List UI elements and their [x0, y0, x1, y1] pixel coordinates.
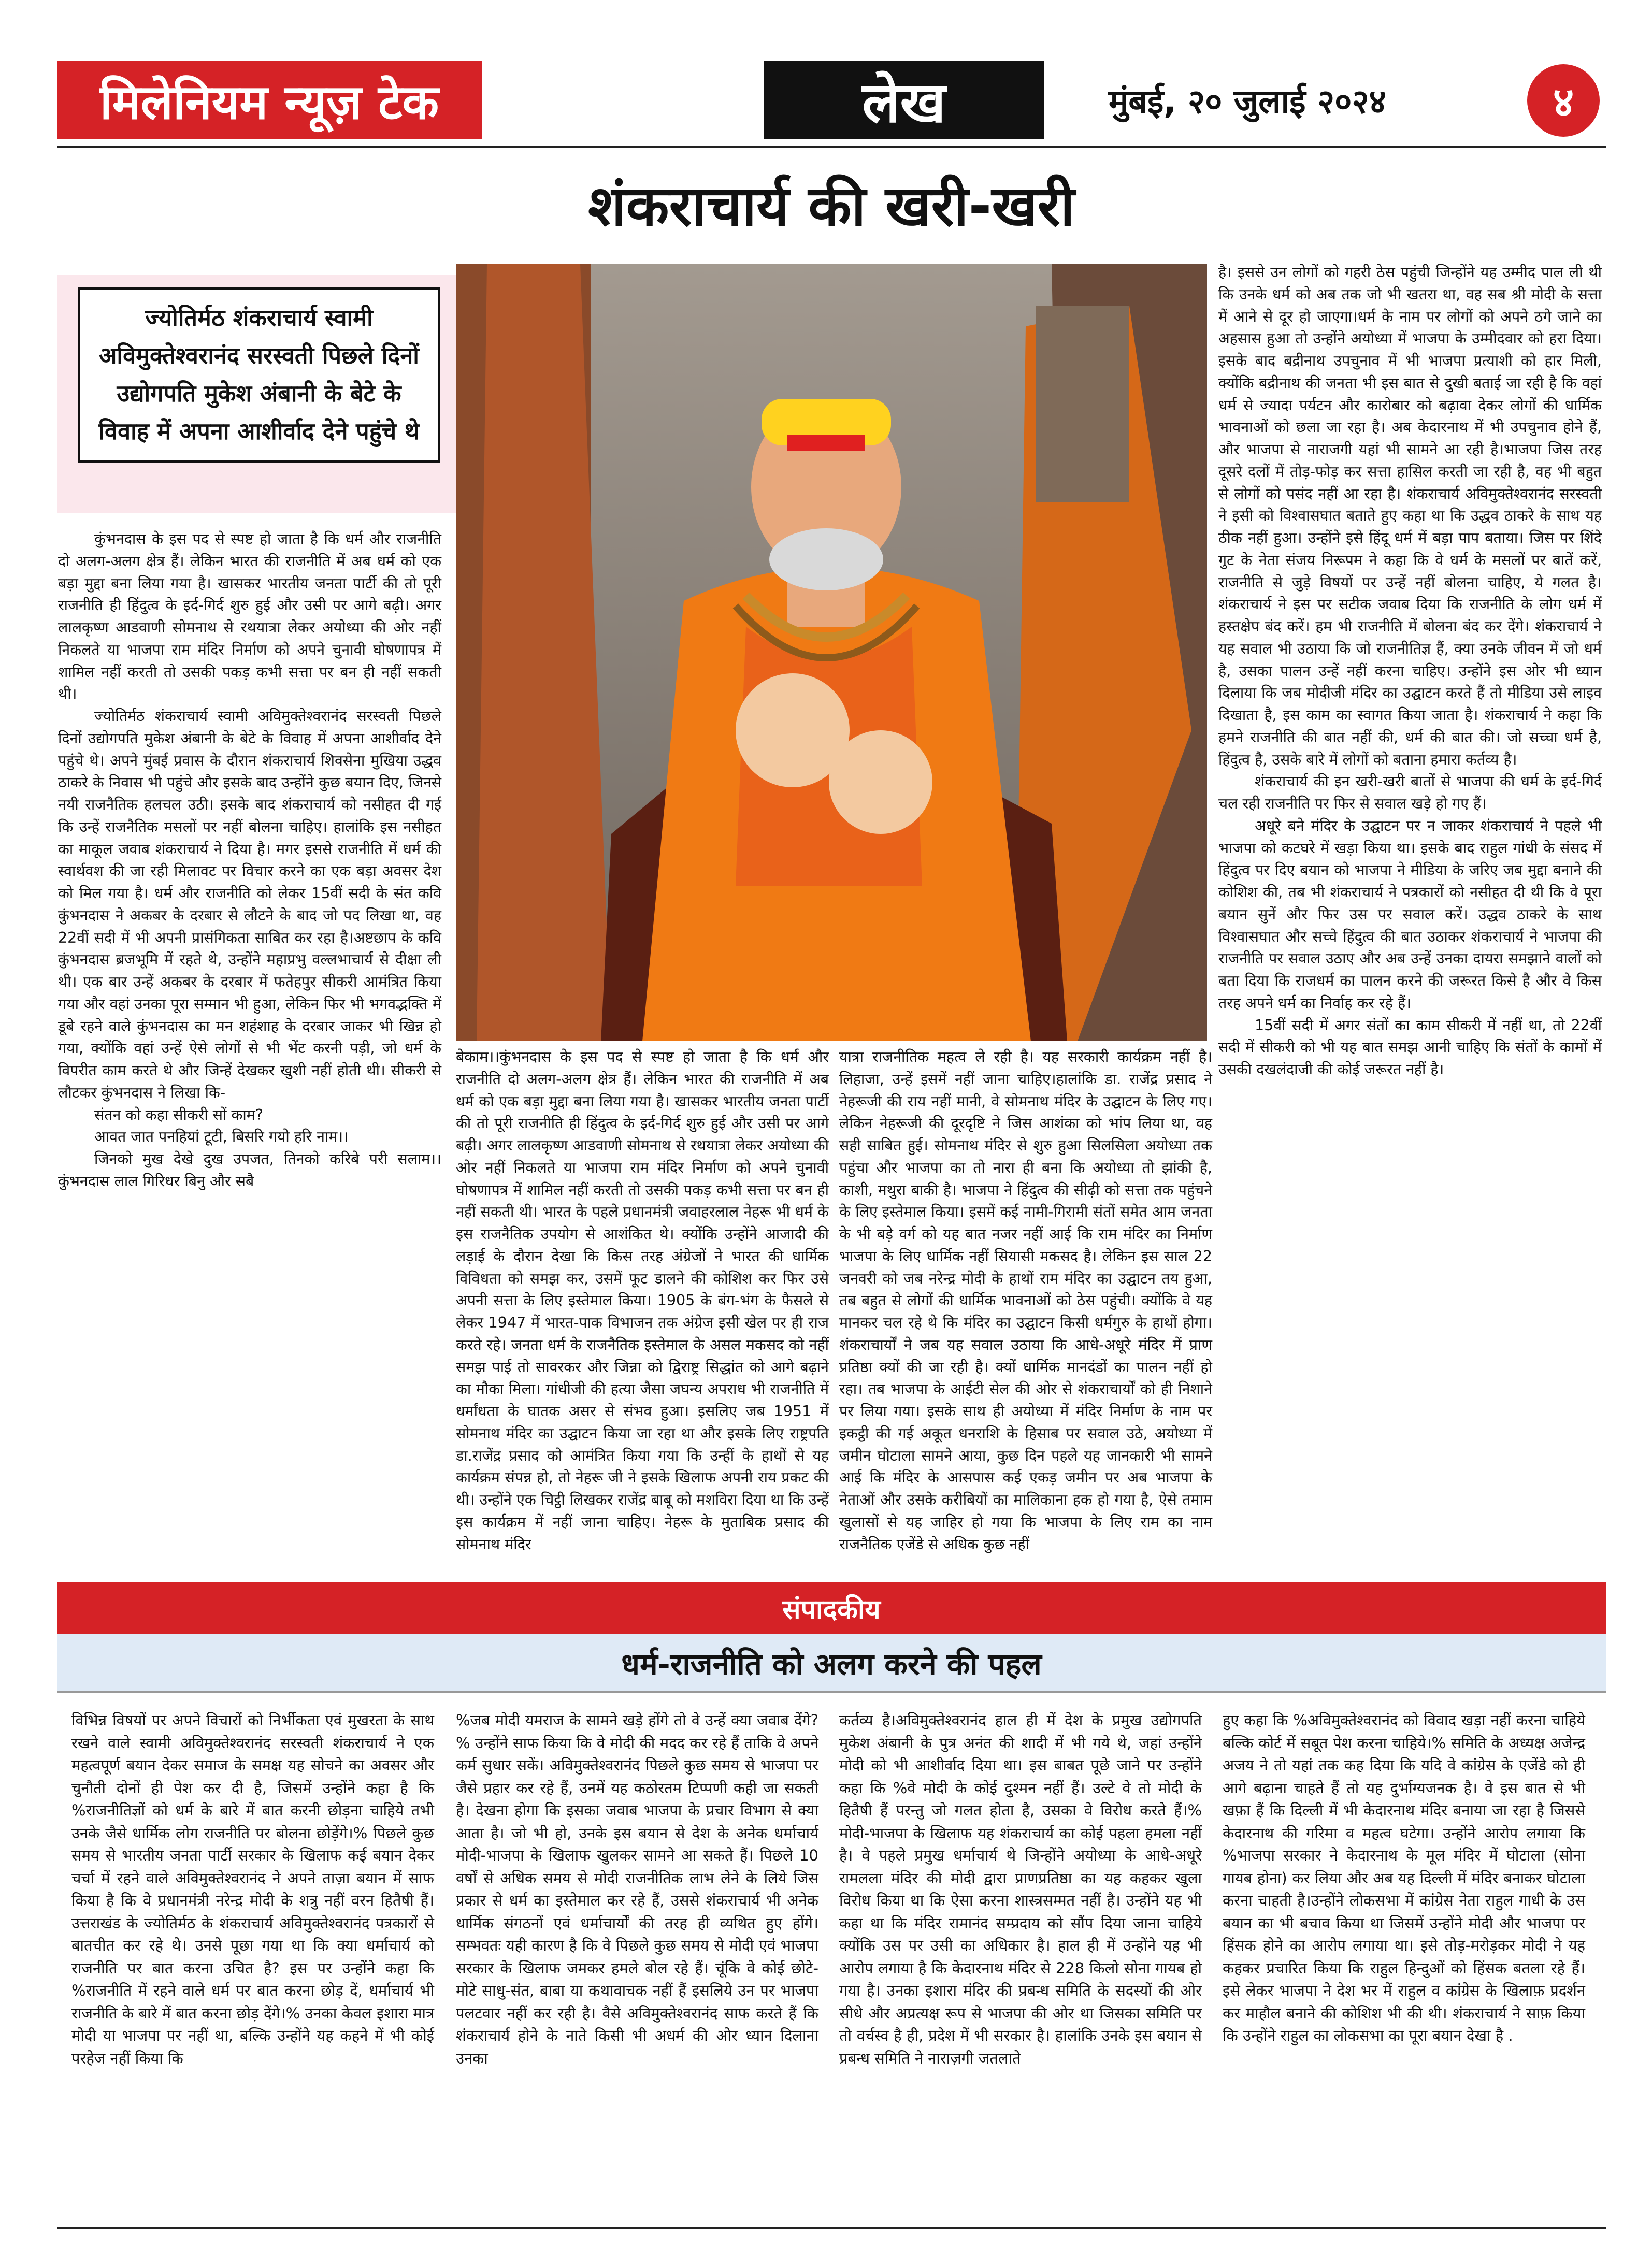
editorial-text: %जब मोदी यमराज के सामने खड़े होंगे तो वे उन्हें क्या जवाब देंगे?% उन्होंने साफ किया कि वे मोदी की मदद कर रहे हैं ताकि वे अपने कर्म सुधार सकें। अविमुक्तेश्वरानंद पिछले कुछ समय से भाजपा पर जैसे प्रहार कर रहे हैं, उनमें यह कठोरतम टिप्पणी कही जा सकती है। देखना होगा कि इसका जवाब भाजपा के प्रचार विभाग से क्या आता है। जो भी हो, उनके इस बयान से देश के अनेक धर्माचार्य मोदी-भाजपा के खिलाफ खुलकर सामने आ सकते हैं। पिछले 10 वर्षों से अधिक समय से मोदी राजनीतिक लाभ लेने के लिये जिस प्रकार से धर्म का इस्तेमाल कर रहे हैं, उससे शंकराचार्य भी अनेक धार्मिक संगठनों एवं धर्माचार्यों की तरह ही व्यथित हुए होंगे। सम्भवतः यही कारण है कि वे पिछले कुछ समय से मोदी एवं भाजपा सरकार के खिलाफ जमकर हमले बोल रहे हैं। चूंकि वे कोई छोटे-मोटे साधु-संत, बाबा या कथावाचक नहीं हैं इसलिये उन पर भाजपा पलटवार नहीं कर रही है। वैसे अविमुक्तेश्वरानंद साफ करते हैं कि शंकराचार्य होने के नाते किसी भी अधर्म की ओर ध्यान दिलाना उनका	[456, 1711, 818, 2067]
poem-line: संतन को कहा सीकरी सों काम?	[94, 1106, 263, 1123]
editorial-column-2	[456, 1709, 818, 2070]
editorial-text: विभिन्न विषयों पर अपने विचारों को निर्भीकता एवं मुखरता के साथ रखने वाले स्वामी अविमुक्तेश्वरानंद सरस्वती शंकराचार्य ने एक महत्वपूर्ण बयान देकर समाज के समक्ष यह सोचने का अवसर और चुनौती दोनों ही पेश कर दी है, जिसमें उन्होंने कहा है कि %राजनीतिज्ञों को धर्म के बारे में बात करनी छोड़ना चाहिये तभी उनके जैसे धार्मिक लोग राजनीति पर बोलना छोड़ेंगे।% पिछले कुछ समय से भारतीय जनता पार्टी सरकार के खिलाफ कई बयान देकर चर्चा में रहने वाले अविमुक्तेश्वरानंद ने अपने ताज़ा बयान में साफ किया है कि वे प्रधानमंत्री नरेन्द्र मोदी के शत्रु नहीं वरन हितैषी हैं।उत्तराखंड के ज्योतिर्मठ के शंकराचार्य अविमुक्तेश्वरानंद पत्रकारों से बातचीत कर रहे थे। उनसे पूछा गया था कि क्या धर्माचार्य को राजनीति पर बात करना उचित है? इस पर उन्होंने कहा कि %राजनीति में रहने वाले धर्म पर बात करना छोड़ दें, धर्माचार्य भी राजनीति के बारे में बात करना छोड़ देंगे।% उनका केवल इशारा मात्र मोदी या भाजपा पर नहीं था, बल्कि उन्होंने यह कहने में भी कोई परहेज नहीं किया कि	[71, 1711, 434, 2067]
article-paragraph: है। इससे उन लोगों को गहरी ठेस पहुंची जिन्होंने यह उम्मीद पाल ली थी कि उनके धर्म को अब तक जो भी खतरा था, वह सब श्री मोदी के सत्ता में आने से दूर हो जाएगा।धर्म के नाम पर लोगों को अपने ठगे जाने का अहसास हुआ तो उन्होंने अयोध्या में भाजपा के उम्मीदवार को हरा दिया। इसके बाद बद्रीनाथ उपचुनाव में भी भाजपा प्रत्याशी को हार मिली, क्योंकि बद्रीनाथ की जनता भी इस बात से दुखी बताई जा रही है कि वहां धर्म से ज्यादा पर्यटन और कारोबार को बढ़ावा देकर लोगों की धार्मिक भावनाओं को छला जा रहा है। अब केदारनाथ में भी उपचुनाव होने हैं, और भाजपा से नाराजगी यहां भी सामने आ रही है।भाजपा जिस तरह दूसरे दलों में तोड़-फोड़ कर सत्ता हासिल करती जा रही है, वह भी बहुत से लोगों को पसंद नहीं आ रहा है। शंकराचार्य अविमुक्तेश्वरानंद सरस्वती ने इसी को विश्वासघात बताते हुए कहा था कि उद्धव ठाकरे के साथ यह ठीक नहीं हुआ। उन्होंने इसे हिंदू धर्म में बड़ा पाप बताया। जिस पर शिंदे गुट के नेता संजय निरूपम ने कहा कि वे धर्म के मसलों पर बातें करें, राजनीति से जुड़े विषयों पर उन्हें नहीं बोलना चाहिए, ये गलत है। शंकराचार्य ने इस पर सटीक जवाब दिया कि राजनीति के लोग धर्म में हस्तक्षेप बंद करें। हम भी राजनीति में बोलना बंद कर देंगे। शंकराचार्य ने यह सवाल भी उठाया कि जो राजनीतिज्ञ हैं, क्या उनके जीवन में जो धर्म है, उसका पालन उन्हें नहीं करना चाहिए। उन्होंने इस ओर भी ध्यान दिलाया कि जब मोदीजी मंदिर का उद्घाटन करते हैं तो मीडिया उसे लाइव दिखाता है, इस काम का स्वागत किया जाता है। शंकराचार्य ने कहा कि हमने राजनीति की बात नहीं की, धर्म की बात की। जो सच्चा धर्म है, हिंदुत्व है, उसके बारे में लोगों को बताना हमारा कर्तव्य है।	[1218, 264, 1602, 768]
article-paragraph: ज्योतिर्मठ शंकराचार्य स्वामी अविमुक्तेश्वरानंद सरस्वती पिछले दिनों उद्योगपति मुकेश अंबानी के बेटे के विवाह में अपना आशीर्वाद देने पहुंचे थे। अपने मुंबई प्रवास के दौरान शंकराचार्य शिवसेना मुखिया उद्धव ठाकरे के निवास भी पहुंचे और इसके बाद उन्होंने कुछ बयान दिए, जिनसे नयी राजनैतिक हलचल उठी। इसके बाद शंकराचार्य को नसीहत दी गई कि उन्हें राजनैतिक मसलों पर नहीं बोलना चाहिए। हालांकि इस नसीहत का माकूल जवाब शंकराचार्य ने दिया है। मगर इससे राजनीति में धर्म की स्वार्थवश की जा रही मिलावट पर विचार करने का एक बड़ा अवसर देश को मिल गया है। धर्म और राजनीति को लेकर 15वीं सदी के संत कवि कुंभनदास ने अकबर के दरबार से लौटने के बाद जो पद लिखा था, वह 22वीं सदी में भी अपनी प्रासंगिकता साबित कर रहा है।अष्टछाप के कवि कुंभनदास ब्रजभूमि में रहते थे, उन्होंने महाप्रभु वल्लभाचार्य से दीक्षा ली थी। एक बार उन्हें अकबर के दरबार में फतेहपुर सीकरी आमंत्रित किया गया और वहां उनका पूरा सम्मान भी हुआ, लेकिन फिर भी भगवद्भक्ति में डूबे रहने वाले कुंभनदास का मन शहंशाह के दरबार जाकर भी खिन्न हो गया, क्योंकि वहां उन्हें ऐसे लोगों से भी भेंट करनी पड़ी, जो धर्म के विपरीत काम करते थे और जिन्हें देखकर खुशी नहीं होती थी। सीकरी से लौटकर कुंभनदास ने लिखा कि-	[58, 708, 441, 1101]
editorial-column-4	[1223, 1709, 1585, 2047]
editorial-column-1	[71, 1709, 434, 2070]
poem-line: आवत जात पनहियां टूटी, बिसरि गयो हरि नाम।।	[94, 1128, 349, 1146]
brand-logo: मिलेनियम न्यूज़ टेक	[57, 61, 482, 139]
editorial-text: कर्तव्य है।अविमुक्तेश्वरानंद हाल ही में देश के प्रमुख उद्योगपति मुकेश अंबानी के पुत्र अनंत की शादी में भी गये थे, जहां उन्होंने मोदी को भी आशीर्वाद दिया था। इस बाबत पूछे जाने पर उन्होंने कहा कि %वे मोदी के कोई दुश्मन नहीं हैं। उल्टे वे तो मोदी के हितैषी हैं परन्तु जो गलत होता है, उसका वे विरोध करते हैं।% मोदी-भाजपा के खिलाफ यह शंकराचार्य का कोई पहला हमला नहीं है। वे पहले प्रमुख धर्माचार्य थे जिन्होंने अयोध्या के आधे-अधूरे रामलला मंदिर की मोदी द्वारा प्राणप्रतिष्ठा का यह कहकर खुला विरोध किया था कि ऐसा करना शास्त्रसम्मत नहीं है। उन्होंने यह भी कहा था कि मंदिर रामानंद सम्प्रदाय को सौंप दिया जाना चाहिये क्योंकि उस पर उसी का अधिकार है। हाल ही में उन्होंने यह भी आरोप लगाया है कि केदारनाथ मंदिर से 228 किलो सोना गायब हो गया है। उनका इशारा मंदिर की प्रबन्ध समिति के सदस्यों की ओर सीधे और अप्रत्यक्ष रूप से भाजपा की ओर था जिसका समिति पर तो वर्चस्व है ही, प्रदेश में भी सरकार है। हालांकि उनके इस बयान से प्रबन्ध समिति ने नाराज़गी जतलाते	[839, 1711, 1202, 2067]
editorial-banner: संपादकीय	[57, 1582, 1606, 1634]
pull-quote-text: ज्योतिर्मठ शंकराचार्य स्वामी अविमुक्तेश्वरानंद सरस्वती पिछले दिनों उद्योगपति मुकेश अंबानी के बेटे के विवाह में अपना आशीर्वाद देने पहुंचे थे	[78, 287, 440, 463]
section-label: लेख	[764, 61, 1044, 139]
article-column-1	[58, 528, 441, 1193]
article-paragraph: यात्रा राजनीतिक महत्व ले रही है। यह सरकारी कार्यक्रम नहीं है। लिहाजा, उन्हें इसमें नहीं जाना चाहिए।हालांकि डा. राजेंद्र प्रसाद ने नेहरूजी की राय नहीं मानी, वे सोमनाथ मंदिर के उद्घाटन के लिए गए। लेकिन नेहरूजी की दूरदृष्टि ने जिस आशंका को भांप लिया था, वह सही साबित हुई। सोमनाथ मंदिर से शुरु हुआ सिलसिला अयोध्या तक पहुंचा और भाजपा का तो नारा ही बना कि अयोध्या तो झांकी है, काशी, मथुरा बाकी है। भाजपा ने हिंदुत्व की सीढ़ी को सत्ता तक पहुंचने के लिए इस्तेमाल किया। इसमें कई नामी-गिरामी संतों समेत आम जनता के भी बड़े वर्ग को यह बात नजर नहीं आई कि राम मंदिर का निर्माण भाजपा के लिए धार्मिक नहीं सियासी मकसद है। लेकिन इस साल 22 जनवरी को जब नरेन्द्र मोदी के हाथों राम मंदिर का उद्घाटन तय हुआ, तब बहुत से लोगों की धार्मिक भावनाओं को ठेस पहुंची। क्योंकि वे यह मानकर चल रहे थे कि मंदिर का उद्घाटन किसी धर्मगुरु के हाथों होगा। शंकराचार्यों ने जब यह सवाल उठाया कि आधे-अधूरे मंदिर में प्राण प्रतिष्ठा क्यों की जा रही है। क्यों धार्मिक मानदंडों का पालन नहीं हो रहा। तब भाजपा के आईटी सेल की ओर से शंकराचार्यों को ही निशाने पर लिया गया। इसके साथ ही अयोध्या में मंदिर निर्माण के नाम पर इकट्ठी की गई अकूत धनराशि के हिसाब पर सवाल उठे, अयोध्या में जमीन घोटाला सामने आया, कुछ दिन पहले यह जानकारी भी सामने आई कि मंदिर के आसपास कई एकड़ जमीन पर अब भाजपा के नेताओं और उसके करीबियों का मालिकाना हक हो गया है, ऐसे तमाम खुलासों से यह जाहिर हो गया कि भाजपा के लिए राम का नाम राजनैतिक एजेंडे से अधिक कुछ नहीं	[839, 1048, 1212, 1553]
editorial-column-3	[839, 1709, 1202, 2070]
article-column-4	[1218, 262, 1602, 1081]
article-paragraph: अधूरे बने मंदिर के उद्घाटन पर न जाकर शंकराचार्य ने पहले भी भाजपा को कटघरे में खड़ा किया था। इसके बाद राहुल गांधी के संसद में हिंदुत्व पर दिए बयान को भाजपा ने मीडिया के जरिए जब मुद्दा बनाने की कोशिश की, तब भी शंकराचार्य ने पत्रकारों को नसीहत दी थी कि वे पूरा बयान सुनें और फिर उस पर सवाल करें। उद्धव ठाकरे के साथ विश्वासघात और सच्चे हिंदुत्व की बात उठाकर शंकराचार्य ने भाजपा की राजनीति पर सवाल उठाए और अब उन्हें उनका दायरा समझाने वालों को बता दिया कि राजधर्म का पालन करने की जरूरत किसे है और वे किस तरह अपने धर्म का निर्वाह कर रहे हैं।	[1218, 817, 1602, 1012]
top-rule	[57, 146, 1606, 148]
masthead	[57, 61, 1606, 139]
bottom-rule	[57, 2227, 1606, 2229]
editorial-divider	[57, 1691, 1606, 1693]
article-paragraph: कुंभनदास के इस पद से स्पष्ट हो जाता है कि धर्म और राजनीति दो अलग-अलग क्षेत्र हैं। लेकिन भारत की राजनीति में अब धर्म को एक बड़ा मुद्दा बना लिया गया है। खासकर भारतीय जनता पार्टी की तो पूरी राजनीति ही हिंदुत्व के इर्द-गिर्द शुरु हुई और उसी पर आगे बढ़ी। अगर लालकृष्ण आडवाणी सोमनाथ से रथयात्रा लेकर अयोध्या की ओर नहीं निकलते या भाजपा राम मंदिर निर्माण को अपने चुनावी घोषणापत्र में शामिल नहीं करती तो उसकी पकड़ कभी सत्ता पर बन ही नहीं सकती थी।	[58, 530, 441, 703]
editorial-text: हुए कहा कि %अविमुक्तेश्वरानंद को विवाद खड़ा नहीं करना चाहिये बल्कि कोर्ट में सबूत पेश करना चाहिये।% समिति के अध्यक्ष अजेन्द्र अजय ने तो यहां तक कह दिया कि यदि वे कांग्रेस के एजेंडे को ही आगे बढ़ाना चाहते हैं तो यह दुर्भाग्यजनक है। वे इस बात से भी खफ़ा हैं कि दिल्ली में भी केदारनाथ मंदिर बनाया जा रहा है जिससे केदारनाथ की गरिमा व महत्व घटेगा। उन्होंने आरोप लगाया कि %भाजपा सरकार ने केदारनाथ के मूल मंदिर में घोटाला (सोना गायब होना) कर लिया और अब यह दिल्ली में मंदिर बनाकर घोटाला करना चाहती है।उन्होंने लोकसभा में कांग्रेस नेता राहुल गाधी के उस बयान का भी बचाव किया था जिसमें उन्होंने मोदी और भाजपा पर हिंसक होने का आरोप लगाया था। इसे तोड़-मरोड़कर मोदी ने यह कहकर प्रचारित किया कि राहुल हिन्दुओं को हिंसक बतला रहे हैं। इसे लेकर भाजपा ने देश भर में राहुल व कांग्रेस के खिलाफ़ प्रदर्शन कर माहौल बनाने की कोशिश भी की थी। शंकराचार्य ने साफ़ किया कि उन्होंने राहुल का लोकसभा का पूरा बयान देखा है .	[1223, 1711, 1585, 2044]
pull-quote-box	[57, 275, 461, 513]
article-paragraph: बेकाम।।कुंभनदास के इस पद से स्पष्ट हो जाता है कि धर्म और राजनीति दो अलग-अलग क्षेत्र हैं। लेकिन भारत की राजनीति में अब धर्म को एक बड़ा मुद्दा बना लिया गया है। खासकर भारतीय जनता पार्टी की तो पूरी राजनीति ही हिंदुत्व के इर्द-गिर्द शुरु हुई और उसी पर आगे बढ़ी। अगर लालकृष्ण आडवाणी सोमनाथ से रथयात्रा लेकर अयोध्या की ओर नहीं निकलते या भाजपा राम मंदिर निर्माण को अपने चुनावी घोषणापत्र में शामिल नहीं करती तो उसकी पकड़ कभी सत्ता पर बन ही नहीं सकती थी। भारत के पहले प्रधानमंत्री जवाहरलाल नेहरू भी धर्म के इस राजनैतिक उपयोग से आशंकित थे। क्योंकि उन्होंने आजादी की लड़ाई के दौरान देखा कि किस तरह अंग्रेजों ने भारत की धार्मिक विविधता को समझ कर, उसमें फूट डालने की कोशिश कर फिर उसे अपनी सत्ता के लिए इस्तेमाल किया। 1905 के बंग-भंग के फैसले से लेकर 1947 में भारत-पाक विभाजन तक अंग्रेज इसी खेल पर ही राज करते रहे। जनता धर्म के राजनैतिक इस्तेमाल के असल मकसद को नहीं समझ पाई तो सावरकर और जिन्ना को द्विराष्ट्र सिद्धांत को आगे बढ़ाने का मौका मिला। गांधीजी की हत्या जैसा जघन्य अपराध भी राजनीति में धर्मांधता के घातक असर से संभव हुआ। इसलिए जब 1951 में सोमनाथ मंदिर का उद्घाटन किया जा रहा था और इसके लिए राष्ट्रपति डा.राजेंद्र प्रसाद को आमंत्रित किया गया कि उन्हीं के हाथों से यह कार्यक्रम संपन्न हो, तो नेहरू जी ने इसके खिलाफ अपनी राय प्रकट की थी। उन्होंने एक चिट्ठी लिखकर राजेंद्र बाबू को मशविरा दिया था कि उन्हें इस कार्यक्रम में नहीं जाना चाहिए। नेहरू के मुताबिक प्रसाद की सोमनाथ मंदिर	[456, 1048, 829, 1553]
dateline: मुंबई, २० जुलाई २०२४	[1109, 82, 1386, 121]
shankaracharya-photo-illustration	[456, 264, 1207, 1041]
article-paragraph: 15वीं सदी में अगर संतों का काम सीकरी में नहीं था, तो 22वीं सदी में सीकरी को भी यह बात समझ आनी चाहिए कि संतों के कामों में उसकी दखलंदाजी की कोई जरूरत नहीं है।	[1218, 1016, 1602, 1078]
editorial-title: धर्म-राजनीति को अलग करने की पहल	[57, 1634, 1606, 1691]
article-column-2	[456, 1046, 829, 1555]
article-photo	[456, 264, 1207, 1041]
page-number-badge: ४	[1527, 64, 1600, 137]
article-column-3	[839, 1046, 1212, 1555]
poem-line: जिनको मुख देखे दुख उपजत, तिनको करिबे परी सलाम।।कुंभनदास लाल गिरिधर बिनु और सबै	[58, 1150, 441, 1190]
article-paragraph: शंकराचार्य की इन खरी-खरी बातों से भाजपा की धर्म के इर्द-गिर्द चल रही राजनीति पर फिर से सवाल खड़े हो गए हैं।	[1218, 773, 1602, 812]
page-headline: शंकराचार्य की खरी-खरी	[588, 174, 1075, 239]
